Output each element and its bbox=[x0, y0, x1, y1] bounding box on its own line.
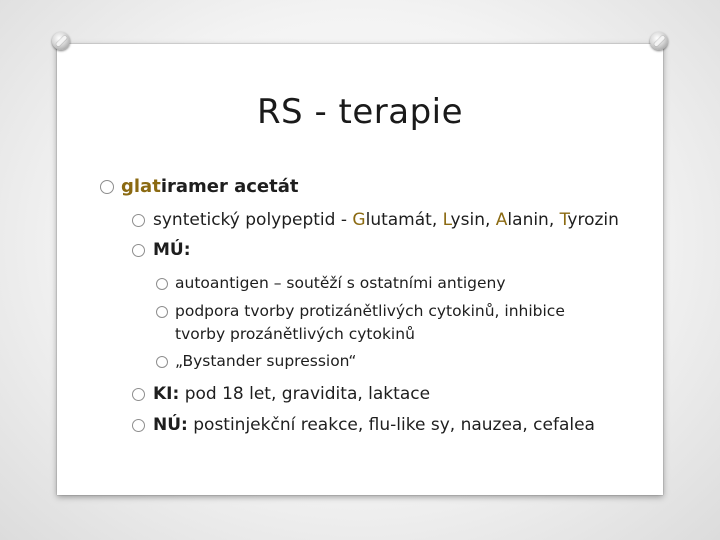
bullet-icon bbox=[156, 356, 168, 368]
bullet-icon bbox=[132, 388, 145, 401]
bullet-icon bbox=[132, 214, 145, 227]
bullet-icon bbox=[132, 244, 145, 257]
list-item: MÚ: bbox=[132, 240, 191, 260]
list-item: podpora tvorby protizánětlivých cytokinů, inhibice bbox=[156, 302, 565, 320]
list-item-continuation: tvorby prozánětlivých cytokinů bbox=[175, 325, 415, 343]
pin-icon bbox=[52, 32, 70, 50]
bullet-icon bbox=[156, 278, 168, 290]
list-item: KI: pod 18 let, gravidita, laktace bbox=[132, 384, 430, 404]
list-item: syntetický polypeptid - Glutamát, Lysin, Alanin, Tyrozin bbox=[132, 210, 619, 230]
list-item: autoantigen – soutěží s ostatními antigeny bbox=[156, 274, 506, 292]
list-item: NÚ: postinjekční reakce, flu-like sy, nauzea, cefalea bbox=[132, 415, 595, 435]
slide-title: RS - terapie bbox=[256, 92, 464, 132]
list-item: „Bystander supression“ bbox=[156, 352, 356, 370]
pin-icon bbox=[650, 32, 668, 50]
bullet-icon bbox=[156, 306, 168, 318]
bullet-icon bbox=[100, 180, 114, 194]
list-item: glatiramer acetát bbox=[100, 176, 299, 197]
bullet-icon bbox=[132, 419, 145, 432]
